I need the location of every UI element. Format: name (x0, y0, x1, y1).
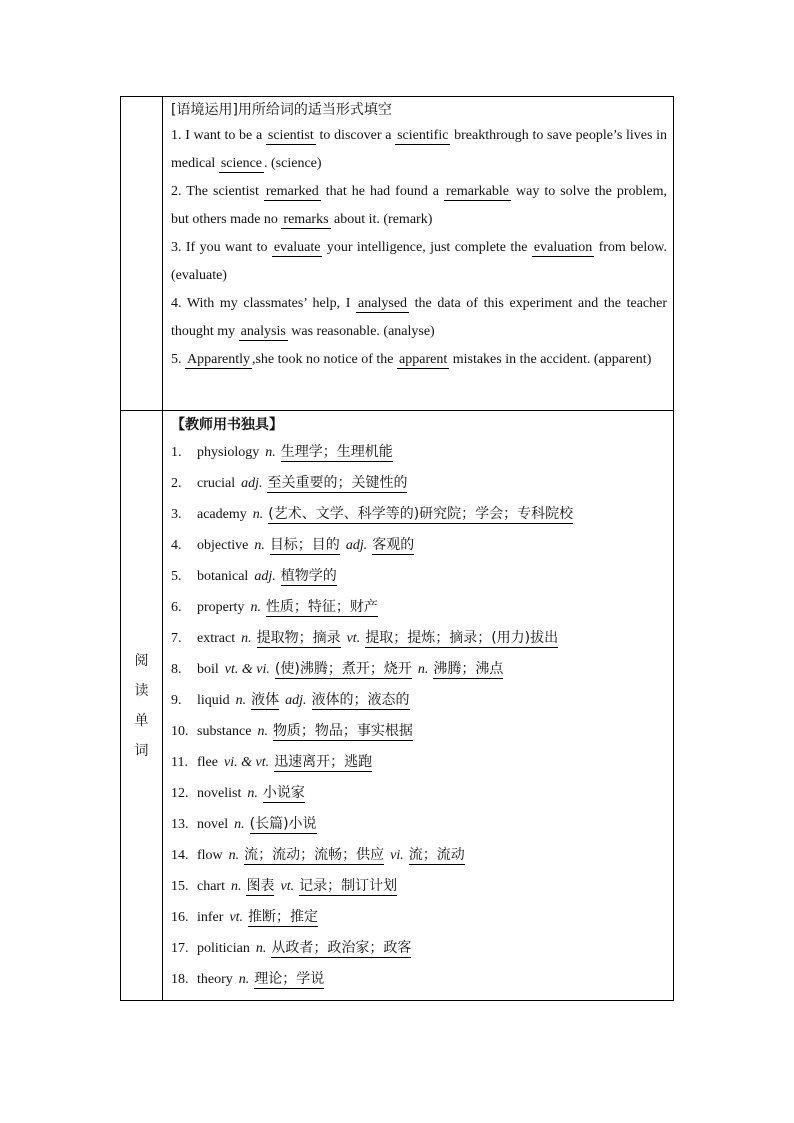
exercise-cell (163, 97, 674, 411)
part-of-speech: adj. (285, 693, 307, 708)
vocab-item (171, 840, 667, 871)
vocab-meaning: 小说家 (262, 785, 305, 801)
part-of-speech: adj. (241, 476, 263, 491)
vocab-meaning: 流；流动；流畅；供应 (244, 847, 385, 863)
vocab-side-cell (121, 411, 163, 1001)
sentence-text: that he had found a (320, 184, 445, 199)
sentence-text: . (science) (264, 156, 322, 171)
vocab-meaning: (使)沸腾；煮开；烧开 (274, 661, 412, 677)
answer-blank: analysis (240, 324, 286, 339)
answer-blank: analysed (358, 296, 408, 311)
vocab-word: theory (197, 972, 233, 987)
exercise-item (171, 122, 667, 178)
part-of-speech: vi. & vt. (223, 755, 270, 770)
vocab-meaning: 记录；制订计划 (299, 878, 398, 894)
vocab-number: 12. (171, 786, 189, 801)
sentence-text: from below. (evaluate) (171, 240, 667, 283)
vocab-item (171, 592, 667, 623)
vocab-meaning: 提取；提炼；摘录；(用力)拔出 (365, 630, 559, 646)
vocab-word: physiology (197, 445, 260, 460)
vocab-meaning: 客观的 (372, 537, 415, 553)
vocab-meaning: 目标；目的 (269, 537, 340, 553)
answer-blank: evaluate (273, 240, 321, 255)
vocab-word: flee (197, 755, 218, 770)
vocab-number: 14. (171, 848, 189, 863)
vocab-word: objective (197, 538, 249, 553)
vocab-meaning: 迅速离开；逃跑 (274, 754, 373, 770)
vocab-item (171, 871, 667, 902)
exercise-item (171, 290, 667, 346)
vocab-meaning: (艺术、文学、科学等的)研究院；学会；专科院校 (268, 506, 574, 522)
sentence-text: your intelligence, just complete the (322, 240, 532, 255)
sentence-text: ,she took no notice of the (251, 352, 398, 367)
answer-blank: remarks (283, 212, 329, 227)
sentence-text: 3. If you want to (171, 240, 272, 255)
sentence-text: was reasonable. (analyse) (287, 324, 435, 339)
vocab-meaning: 理论；学说 (254, 971, 325, 987)
part-of-speech: n. (230, 879, 242, 894)
sentence-text: way to solve the problem, but others made no (171, 184, 668, 227)
exercise-side-cell (121, 97, 163, 411)
vocab-word: boil (197, 662, 219, 677)
vocab-word: extract (197, 631, 236, 646)
side-label-char: 词 (134, 742, 149, 759)
vocab-meaning: 提取物；摘录 (256, 630, 341, 646)
vocab-meaning: 推断；推定 (248, 909, 319, 925)
vocab-word: flow (197, 848, 223, 863)
vocab-word: botanical (197, 569, 249, 584)
part-of-speech: n. (235, 693, 247, 708)
part-of-speech: n. (228, 848, 240, 863)
vocab-number: 10. (171, 724, 189, 739)
part-of-speech: adj. (254, 569, 276, 584)
vocab-title: 【教师用书独具】 (171, 417, 283, 433)
sentence-text: mistakes in the accident. (apparent) (449, 352, 652, 367)
part-of-speech: n. (265, 445, 276, 460)
vocab-meaning: 沸腾；沸点 (433, 661, 504, 677)
exercise-title: [语境运用]用所给词的适当形式填空 (171, 102, 392, 118)
vocab-number: 13. (171, 817, 189, 832)
answer-blank: scientific (397, 128, 449, 143)
vocab-number: 4. (171, 538, 182, 553)
vocab-word: chart (197, 879, 225, 894)
sentence-text: 4. With my classmates’ help, I (171, 296, 357, 311)
vocab-item (171, 747, 667, 778)
vocab-item (171, 468, 667, 499)
vocab-number: 8. (171, 662, 182, 677)
side-label-char: 阅 (134, 652, 149, 669)
sentence-text: to discover a (315, 128, 396, 143)
vocab-number: 7. (171, 631, 182, 646)
vocab-number: 1. (171, 445, 182, 460)
part-of-speech: n. (250, 600, 261, 615)
part-of-speech: n. (234, 817, 245, 832)
sentence-text: 2. The scientist (171, 184, 264, 199)
vocab-meaning: 至关重要的；关键性的 (267, 475, 408, 491)
part-of-speech: vi. (390, 848, 404, 863)
vocab-meaning: 图表 (246, 878, 275, 894)
answer-blank: remarkable (446, 184, 509, 199)
vocab-word: crucial (197, 476, 236, 491)
part-of-speech: n. (257, 724, 268, 739)
vocab-item (171, 809, 667, 840)
vocab-number: 6. (171, 600, 182, 615)
vocab-meaning: 液体 (251, 692, 280, 708)
sentence-text: 1. I want to be a (171, 128, 266, 143)
part-of-speech: adj. (345, 538, 368, 553)
vocab-number: 5. (171, 569, 182, 584)
vocab-word: infer (197, 910, 224, 925)
sentence-text: about it. (remark) (330, 212, 433, 227)
vocab-word: liquid (197, 693, 230, 708)
vocab-item (171, 933, 667, 964)
answer-blank: remarked (265, 184, 319, 199)
part-of-speech: n. (254, 538, 265, 553)
vocab-number: 11. (171, 755, 188, 770)
vocab-meaning: 性质；特征；财产 (265, 599, 378, 615)
vocab-meaning: 生理学；生理机能 (280, 444, 393, 460)
side-label-char: 单 (134, 712, 149, 729)
vocab-meaning: 液体的；液态的 (311, 692, 410, 708)
vocab-item (171, 623, 667, 654)
exercise-row (121, 97, 674, 411)
vocab-number: 18. (171, 972, 189, 987)
vocab-meaning: 植物学的 (280, 568, 337, 584)
sentence-text: breakthrough to save people’s lives in medical (171, 128, 667, 171)
vocab-list (171, 437, 667, 995)
vocab-word: politician (197, 941, 250, 956)
part-of-speech: vt. & vi. (224, 662, 270, 677)
part-of-speech: n. (252, 507, 264, 522)
vocab-word: substance (197, 724, 252, 739)
vocab-meaning: 从政者；政治家；政客 (271, 940, 412, 956)
vocab-item (171, 561, 667, 592)
vocab-item (171, 530, 667, 561)
answer-blank: evaluation (533, 240, 593, 255)
part-of-speech: vt. (346, 631, 361, 646)
vocab-meaning: 流；流动 (408, 847, 465, 863)
worksheet (120, 96, 674, 1001)
answer-blank: science (220, 156, 263, 171)
part-of-speech: n. (255, 941, 267, 956)
part-of-speech: n. (247, 786, 258, 801)
part-of-speech: vt. (229, 910, 244, 925)
part-of-speech: n. (417, 662, 429, 677)
sentence-text: 5. (171, 352, 185, 367)
vocab-word: novel (197, 817, 229, 832)
vocab-word: property (197, 600, 245, 615)
vocab-word: novelist (197, 786, 242, 801)
vocab-cell (163, 411, 674, 1001)
part-of-speech: n. (241, 631, 252, 646)
vocab-item (171, 654, 667, 685)
vocab-item (171, 685, 667, 716)
vocab-item (171, 716, 667, 747)
vocab-number: 17. (171, 941, 189, 956)
answer-blank: apparent (399, 352, 448, 367)
vocab-item (171, 437, 667, 468)
exercise-item (171, 346, 667, 374)
vocab-meaning: (长篇)小说 (249, 816, 317, 832)
part-of-speech: vt. (280, 879, 295, 894)
vocab-number: 16. (171, 910, 189, 925)
answer-blank: scientist (267, 128, 314, 143)
vocab-number: 9. (171, 693, 182, 708)
vocab-item (171, 499, 667, 530)
side-label-char: 读 (134, 682, 149, 699)
exercise-items (171, 122, 667, 374)
vocab-number: 15. (171, 879, 189, 894)
part-of-speech: n. (238, 972, 250, 987)
answer-blank: Apparently (187, 352, 250, 367)
vocab-meaning: 物质；物品；事实根据 (272, 723, 413, 739)
vocab-item (171, 964, 667, 995)
vocab-number: 2. (171, 476, 182, 491)
sentence-text: the data of this experiment and the teacher thought my (171, 296, 667, 339)
exercise-item (171, 178, 667, 234)
worksheet-table (120, 96, 674, 1001)
exercise-item (171, 234, 667, 290)
vocab-item (171, 778, 667, 809)
vocab-word: academy (197, 507, 247, 522)
vocab-number: 3. (171, 507, 182, 522)
vocab-row (121, 411, 674, 1001)
vocab-item (171, 902, 667, 933)
